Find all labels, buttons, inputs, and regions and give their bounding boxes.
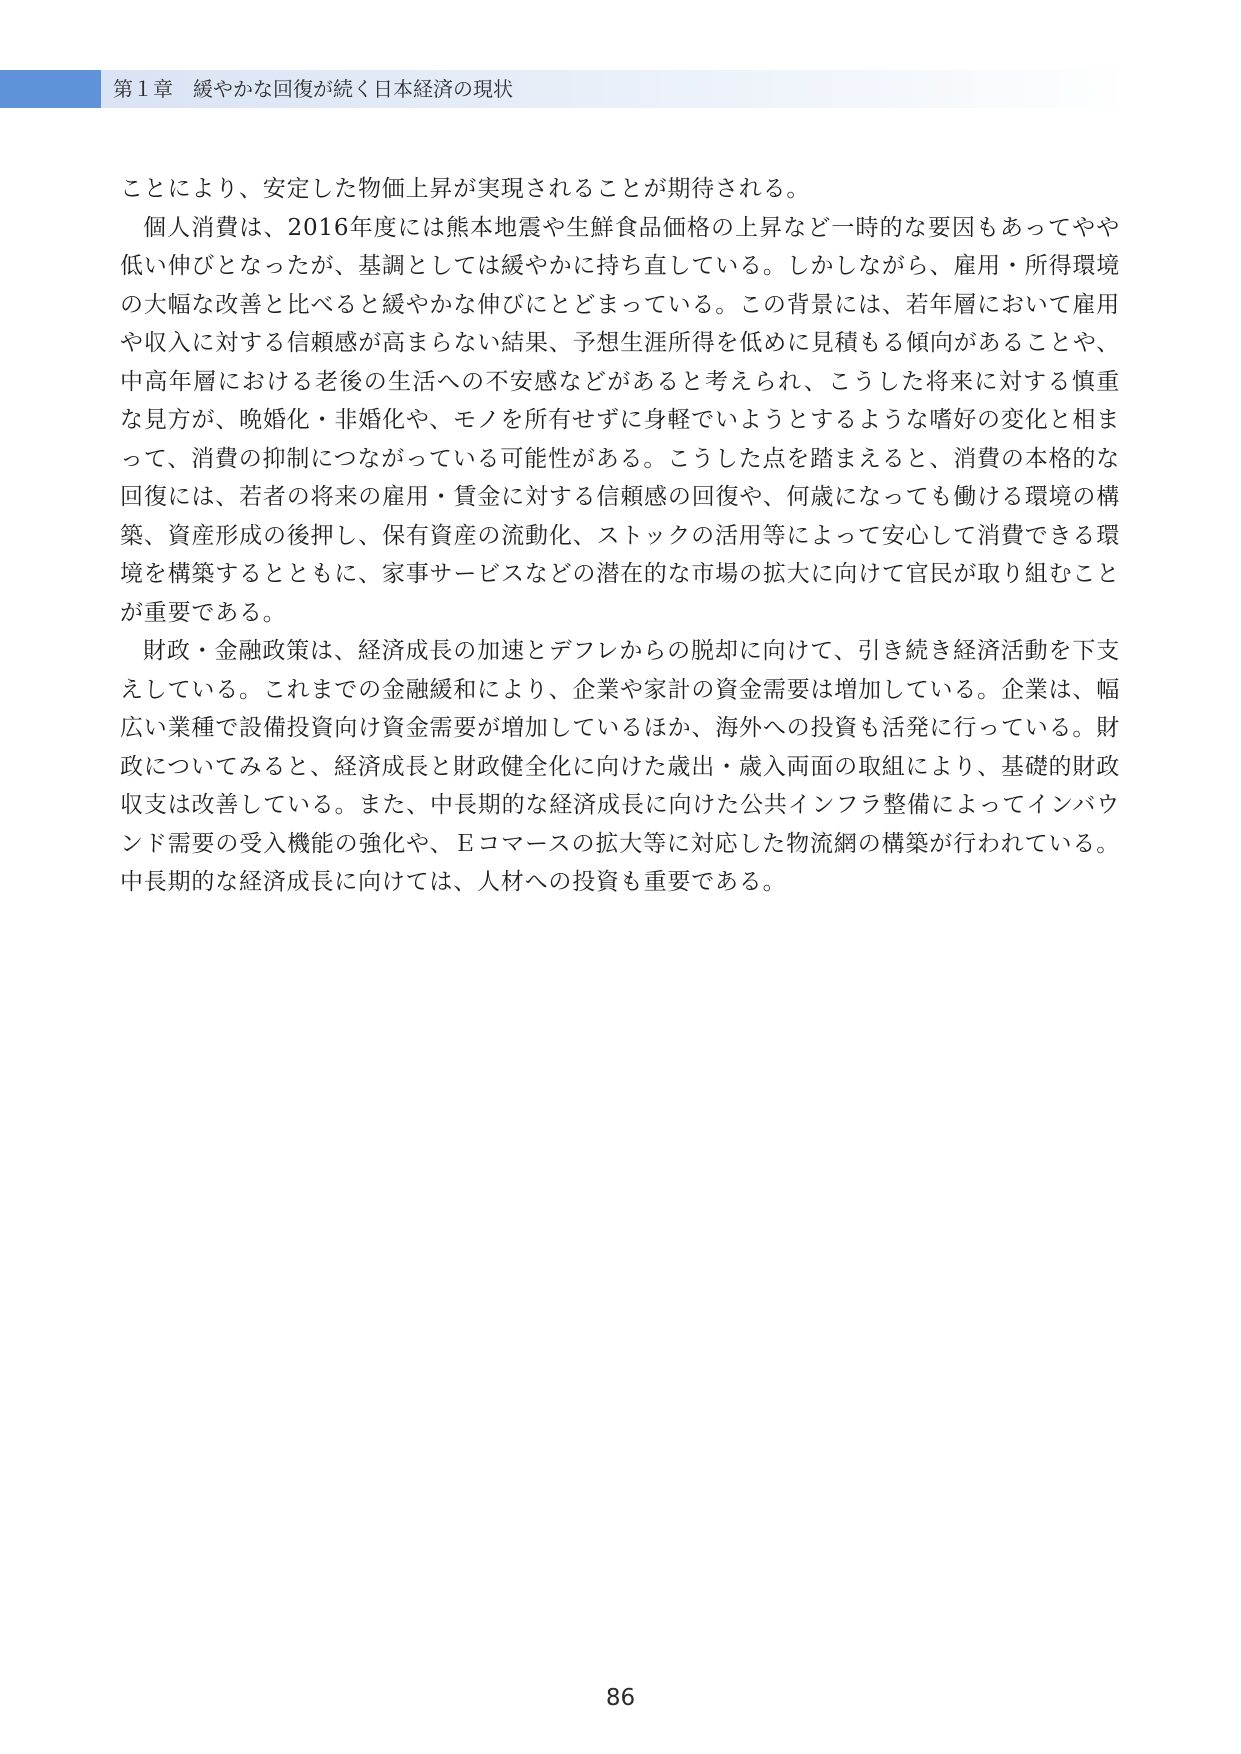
paragraph-continuation: ことにより、安定した物価上昇が実現されることが期待される。: [120, 176, 811, 202]
paragraph-fiscal-monetary: 財政・金融政策は、経済成長の加速とデフレからの脱却に向けて、引き続き経済活動を下支えしている。これまでの金融緩和により、企業や家計の資金需要は増加している。企業は、幅広い業種で設備投資向け資金需要が増加しているほか、海外への投資も活発に行っている。財政についてみると、経済成長と財政健全化に向けた歳出・歳入両面の取組により、基礎的財政収支は改善している。また、中長期的な経済成長に向けた公共インフラ整備によってインバウンド需要の受入機能の強化や、Ｅコマースの拡大等に対応した物流網の構築が行われている。中長期的な経済成長に向けては、人材への投資も重要である。: [120, 638, 1120, 895]
page-number: 86: [605, 1685, 636, 1711]
chapter-header-tab: [0, 70, 101, 108]
body-text: [120, 170, 1120, 902]
chapter-title: 第１章 緩やかな回復が続く日本経済の現状: [113, 77, 513, 101]
chapter-header: [0, 70, 1130, 108]
paragraph-consumption: 個人消費は、2016年度には熊本地震や生鮮食品価格の上昇など一時的な要因もあってやや低い伸びとなったが、基調としては緩やかに持ち直している。しかしながら、雇用・所得環境の大幅な改善と比べると緩やかな伸びにとどまっている。この背景には、若年層において雇用や収入に対する信頼感が高まらない結果、予想生涯所得を低めに見積もる傾向があることや、中高年層における老後の生活への不安感などがあると考えられ、こうした将来に対する慎重な見方が、晩婚化・非婚化や、モノを所有せずに身軽でいようとするような嗜好の変化と相まって、消費の抑制につながっている可能性がある。こうした点を踏まえると、消費の本格的な回復には、若者の将来の雇用・賃金に対する信頼感の回復や、何歳になっても働ける環境の構築、資産形成の後押し、保有資産の流動化、ストックの活用等によって安心して消費できる環境を構築するとともに、家事サービスなどの潜在的な市場の拡大に向けて官民が取り組むことが重要である。: [120, 214, 1120, 626]
